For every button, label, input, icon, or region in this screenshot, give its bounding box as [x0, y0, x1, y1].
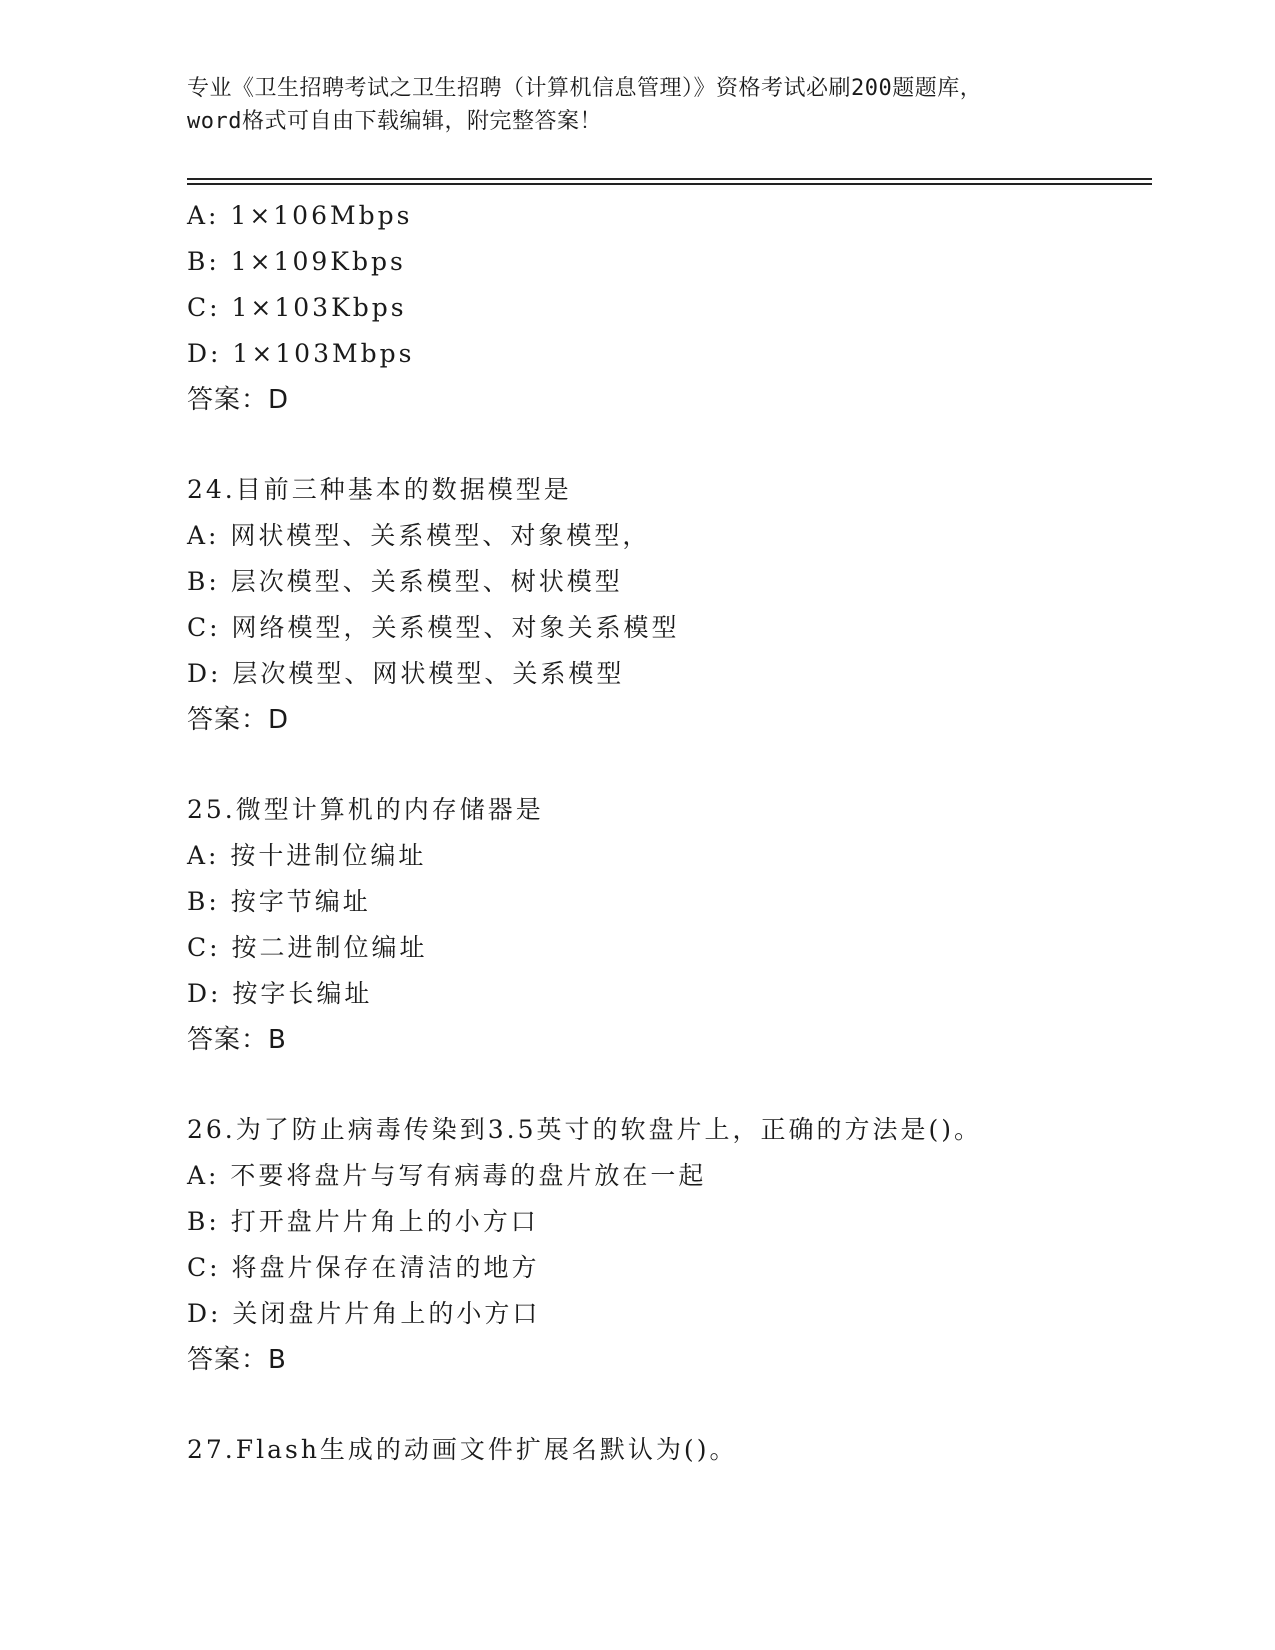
- question-block-23: [187, 193, 1167, 423]
- question-block-26: [187, 1107, 1167, 1383]
- document-header: [187, 72, 1087, 138]
- question-list: [187, 193, 1167, 1517]
- option-d: D: 层次模型、网状模型、关系模型: [187, 659, 625, 688]
- option-d: D: 关闭盘片片角上的小方口: [187, 1299, 541, 1328]
- header-divider-bottom: [187, 183, 1152, 185]
- option-a: A: 不要将盘片与写有病毒的盘片放在一起: [187, 1161, 707, 1190]
- option-b: B: 层次模型、关系模型、树状模型: [187, 567, 623, 596]
- question-block-25: [187, 787, 1167, 1063]
- option-d: D: 按字长编址: [187, 979, 373, 1008]
- header-line-1: 专业《卫生招聘考试之卫生招聘（计算机信息管理）》资格考试必刷200题题库，: [187, 76, 983, 101]
- answer-line: 答案：D: [187, 385, 290, 415]
- header-divider-top: [187, 178, 1152, 180]
- question-text: 25.微型计算机的内存储器是: [187, 795, 544, 824]
- option-d: D: 1×103Mbps: [187, 339, 415, 368]
- question-block-27: [187, 1427, 1167, 1473]
- answer-line: 答案：B: [187, 1345, 287, 1375]
- option-b: B: 按字节编址: [187, 887, 371, 916]
- header-line-2: word格式可自由下载编辑，附完整答案！: [187, 109, 602, 134]
- question-text: 27.Flash生成的动画文件扩展名默认为()。: [187, 1435, 738, 1464]
- option-c: C: 按二进制位编址: [187, 933, 428, 962]
- option-a: A: 1×106Mbps: [187, 201, 413, 230]
- option-c: C: 将盘片保存在清洁的地方: [187, 1253, 540, 1282]
- answer-line: 答案：D: [187, 705, 290, 735]
- option-c: C: 1×103Kbps: [187, 293, 407, 322]
- option-c: C: 网络模型，关系模型、对象关系模型: [187, 613, 680, 642]
- answer-line: 答案：B: [187, 1025, 287, 1055]
- question-block-24: [187, 467, 1167, 743]
- option-b: B: 1×109Kbps: [187, 247, 406, 276]
- option-b: B: 打开盘片片角上的小方口: [187, 1207, 539, 1236]
- option-a: A: 网状模型、关系模型、对象模型，: [187, 521, 651, 550]
- question-text: 26.为了防止病毒传染到3.5英寸的软盘片上，正确的方法是()。: [187, 1115, 983, 1144]
- question-text: 24.目前三种基本的数据模型是: [187, 475, 572, 504]
- option-a: A: 按十进制位编址: [187, 841, 427, 870]
